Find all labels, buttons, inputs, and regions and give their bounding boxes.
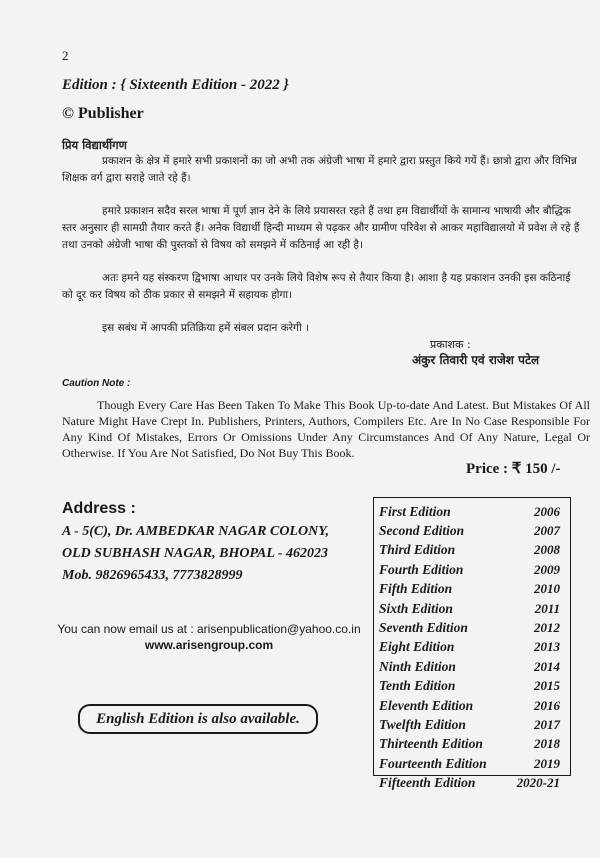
edition-year: 2011 [534,600,560,616]
edition-name: Thirteenth Edition [379,736,483,752]
edition-row [374,773,570,792]
address-line-2: OLD SUBHASH NAGAR, BHOPAL - 462023 [62,546,329,561]
edition-row [374,618,570,637]
website: www.arisengroup.com [144,638,274,652]
english-edition-note: English Edition is also available. [78,704,318,734]
edition-name: Fourth Edition [379,561,464,577]
edition-name: Fifth Edition [379,581,453,597]
edition-row [374,521,570,540]
edition-row [374,754,570,773]
edition-row [374,580,570,599]
edition-year: 2015 [534,678,560,694]
edition-name: Sixth Edition [379,600,453,616]
edition-row [374,638,570,657]
edition-line: Edition : { Sixteenth Edition - 2022 } [62,77,289,93]
edition-name: Fifteenth Edition [379,775,476,791]
edition-name: Eight Edition [379,639,455,655]
edition-name: Tenth Edition [379,678,456,694]
caution-heading: Caution Note : [62,378,131,389]
edition-row [374,657,570,676]
edition-year: 2019 [534,755,560,771]
hindi-paragraph-4: इस सबंध में आपकी प्रतिक्रिया हमें संबल प्रदान करेगी । [102,322,310,334]
edition-history-table [373,497,571,791]
address-heading: Address : [62,500,136,517]
price: Price : ₹ 150 /- [466,461,561,477]
edition-row [374,696,570,715]
edition-row [374,541,570,560]
edition-name: Ninth Edition [379,658,456,674]
hindi-paragraph-3: अतः हमने यह संस्करण द्विभाषा आधार पर उनके लिये विशेष रूप से तैयार किया है। आशा है यह प्रकाशन उनकी इस कठिनाई को दूर कर विषय को ठीक प्रकार से समझने में सहायक होगा। [62,272,571,301]
signer-names: अंकुर तिवारी एवं राजेश पटेल [412,353,540,367]
edition-year: 2009 [534,561,560,577]
email-line: You can now email us at : arisenpublication@yahoo.co.in [57,622,361,636]
edition-year: 2016 [534,697,560,713]
hindi-paragraph-1: प्रकाशन के क्षेत्र में हमारे सभी प्रकाशनों का जो अभी तक अंग्रेजी भाषा में हमारे द्वारा प्रस्तुत किये गयें हैं। छात्रो द्वारा और विभिन्न शिक्षक वर्ग द्वारा सराहे जाते रहे हैं। [62,155,577,184]
edition-row [374,735,570,754]
hindi-paragraph-2: हमारे प्रकाशन सदैव सरल भाषा में पूर्ण ज्ञान देने के लिये प्रयासरत रहते हैं तथा हम विद्यार्थीयों के सामान्य भाषायी और बौद्धिक स्तर अनुसार ही सामग्री तैयार करते हैं। अनेक विद्यार्थी हिन्दी माध्यम से पढ़कर और ग्रामीण परिवेश से आकर महाविद्यालयो में प्रवेश ले रहे हैं तथा उनको अंग्रेजी भाषा की पुस्तकों से विषय को समझने में कठिनाई आ रही है। [62,205,580,251]
edition-year: 2012 [534,620,560,636]
edition-year: 2013 [534,639,560,655]
edition-year: 2008 [534,542,560,558]
edition-row [374,715,570,734]
edition-row [374,599,570,618]
edition-name: Seventh Edition [379,620,468,636]
hindi-salutation: प्रिय विद्यार्थीगण [62,138,127,152]
edition-name: Third Edition [379,542,456,558]
edition-year: 2006 [534,503,560,519]
edition-name: Twelfth Edition [379,716,466,732]
edition-name: First Edition [379,503,451,519]
edition-name: Second Edition [379,523,465,539]
copyright-publisher: © Publisher [62,105,144,122]
edition-name: Fourteenth Edition [379,755,487,771]
edition-name: Eleventh Edition [379,697,474,713]
page-number: 2 [62,48,69,63]
edition-year: 2020-21 [516,775,560,791]
edition-row [374,560,570,579]
caution-body: Though Every Care Has Been Taken To Make This Book Up-to-date And Latest. But Mistakes Of All Nature Might Have Crept In. Publishers, Printers, Authors, Compilers Etc. Are In No Case Responsible For Any Kind Of Mistakes, Errors Or Omissions Under Any Circumstances And Of Any Nature, Legal Or Otherwise. If You Are Not Satisfied, Do Not Buy This Book. [62,398,590,460]
edition-year: 2010 [534,581,560,597]
edition-year: 2014 [534,658,560,674]
edition-year: 2007 [534,523,560,539]
signer-role: प्रकाशक : [430,338,471,351]
address-line-1: A - 5(C), Dr. AMBEDKAR NAGAR COLONY, [62,524,329,539]
contact-block [48,621,370,653]
address-mobile: Mob. 9826965433, 7773828999 [62,568,243,583]
edition-year: 2017 [534,716,560,732]
address-block [62,500,329,587]
edition-row [374,677,570,696]
edition-row [374,502,570,521]
edition-year: 2018 [534,736,560,752]
